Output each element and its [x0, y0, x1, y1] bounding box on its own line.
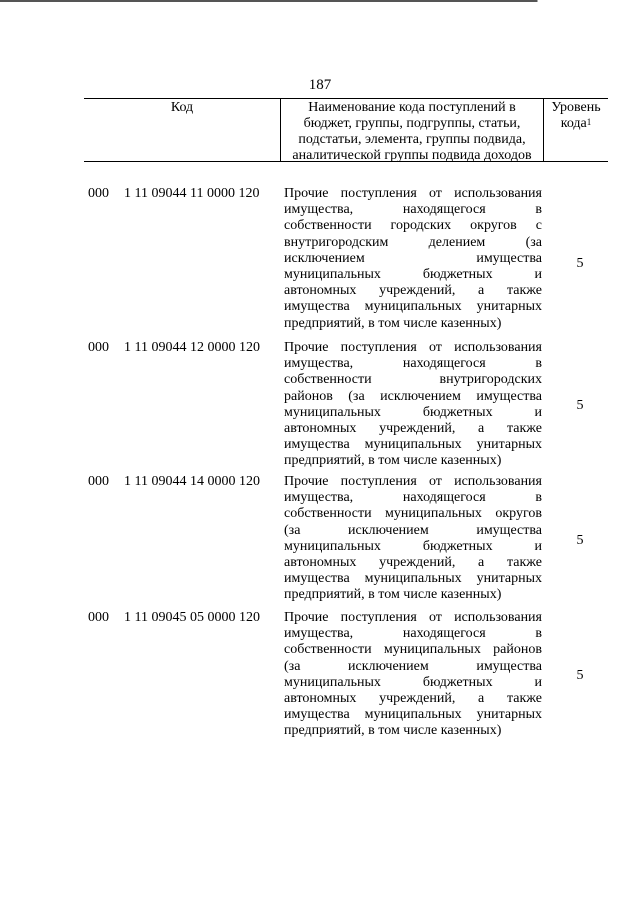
row-name-line: Прочие поступления от использования	[284, 474, 542, 489]
row-name-line: муниципальных бюджетных и	[284, 404, 542, 420]
row-name-line: автономных учреждений, а также	[284, 421, 542, 437]
row-name-line: районов (за исключением имущества	[284, 388, 542, 404]
header-level-line	[544, 116, 608, 132]
row-level: 5	[576, 668, 584, 683]
top-border	[0, 0, 640, 2]
row-name-line: муниципальных бюджетных и	[284, 267, 542, 283]
row-name-line: имущества муниципальных унитарных	[284, 299, 542, 315]
row-name	[284, 474, 542, 604]
row-name-line: имущества, находящегося в	[284, 202, 542, 218]
row-name-line: имущества муниципальных унитарных	[284, 571, 542, 587]
row-prefix: 000	[88, 474, 109, 489]
row-name-line: имущества, находящегося в	[284, 356, 542, 372]
row-name-line: предприятий, в том числе казенных)	[284, 723, 502, 739]
row-name-line: (за исключением имущества	[284, 658, 542, 674]
row-name-line: имущества муниципальных унитарных	[284, 437, 542, 453]
page-number: 187	[308, 77, 332, 93]
row-name-line: имущества муниципальных унитарных	[284, 707, 542, 723]
row-level: 5	[576, 398, 584, 413]
row-name-line: собственности муниципальных округов	[284, 506, 542, 522]
header-name	[281, 100, 543, 164]
row-name-line: муниципальных бюджетных и	[284, 538, 542, 554]
header-name-line: Наименование кода поступлений в	[308, 100, 516, 115]
row-name-line: внутригородским делением (за	[284, 234, 542, 250]
row-name-line: предприятий, в том числе казенных)	[284, 453, 502, 469]
row-level: 5	[576, 533, 584, 548]
table-header	[84, 98, 608, 162]
row-name-line: автономных учреждений, а также	[284, 691, 542, 707]
row-name	[284, 186, 542, 332]
row-name-line: имущества, находящегося в	[284, 626, 542, 642]
row-name-line: предприятий, в том числе казенных)	[284, 587, 502, 603]
header-level-line: Уровень	[551, 100, 601, 115]
row-name-line: собственности городских округов с	[284, 218, 542, 234]
row-code: 1 11 09045 05 0000 120	[124, 610, 260, 625]
row-name-line: собственности внутригородских	[284, 372, 542, 388]
header-code: Код	[170, 100, 194, 115]
row-prefix: 000	[88, 186, 109, 201]
row-name-line: Прочие поступления от использования	[284, 186, 542, 201]
row-name-line: Прочие поступления от использования	[284, 610, 542, 625]
row-name-line: (за исключением имущества	[284, 522, 542, 538]
header-name-line: аналитической группы подвида доходов	[292, 148, 532, 163]
row-name	[284, 610, 542, 740]
row-code: 1 11 09044 11 0000 120	[124, 186, 260, 201]
row-code: 1 11 09044 14 0000 120	[124, 474, 260, 489]
row-name-line: автономных учреждений, а также	[284, 555, 542, 571]
row-level: 5	[576, 256, 584, 271]
header-name-line: подстатьи, элемента, группы подвида,	[298, 132, 526, 147]
header-level-word: кода	[560, 116, 587, 131]
row-prefix: 000	[88, 340, 109, 355]
row-name-line: исключением имущества	[284, 250, 542, 266]
footnote-marker: 1	[586, 117, 592, 127]
row-name-line: автономных учреждений, а также	[284, 283, 542, 299]
row-code: 1 11 09044 12 0000 120	[124, 340, 260, 355]
row-name-line: предприятий, в том числе казенных)	[284, 315, 502, 331]
row-name	[284, 340, 542, 470]
header-name-line: бюджет, группы, подгруппы, статьи,	[303, 116, 521, 131]
row-name-line: собственности муниципальных районов	[284, 642, 542, 658]
header-level	[544, 100, 608, 132]
row-name-line: муниципальных бюджетных и	[284, 674, 542, 690]
row-name-line: имущества, находящегося в	[284, 490, 542, 506]
row-name-line: Прочие поступления от использования	[284, 340, 542, 355]
row-prefix: 000	[88, 610, 109, 625]
